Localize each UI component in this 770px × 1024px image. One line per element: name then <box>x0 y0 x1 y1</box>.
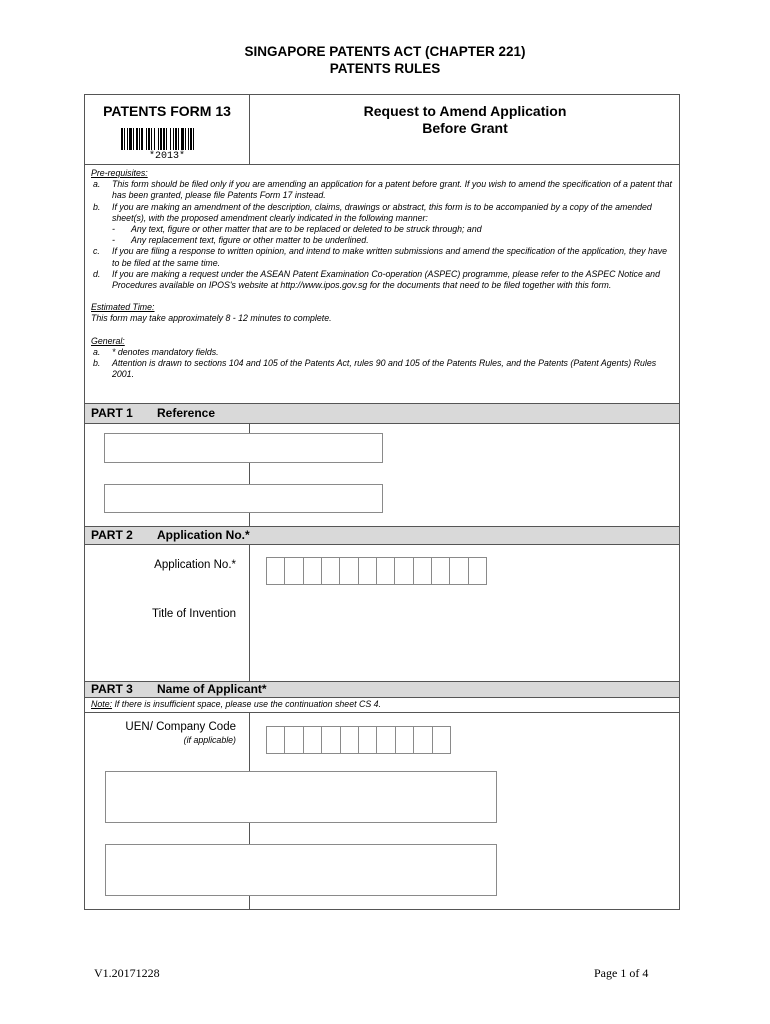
part3-title: Name of Applicant* <box>157 682 267 696</box>
estimated-time-heading: Estimated Time: <box>91 302 155 313</box>
applicant-address-field[interactable] <box>105 844 497 896</box>
item-marker: d. <box>93 268 101 279</box>
general-item <box>91 358 675 380</box>
item-text: If you are filing a response to written opinion, and intend to make written submissions and amend the specification of the application, they have to be filed at the same time. <box>112 246 668 268</box>
item-text: Attention is drawn to sections 104 and 105 of the Patents Act, rules 90 and 105 of the Patents Rules, and the Patents (Patent Agents) Rules 2001. <box>112 358 657 380</box>
form-number: PATENTS FORM 13 <box>103 103 231 119</box>
rules-title: PATENTS RULES <box>329 61 441 76</box>
part3-number: PART 3 <box>91 682 133 696</box>
uen-label: UEN/ Company Code <box>125 721 236 733</box>
prerequisite-item <box>91 202 675 224</box>
form-frame <box>84 94 680 910</box>
note-label: Note: <box>91 699 113 709</box>
act-title: SINGAPORE PATENTS ACT (CHAPTER 221) <box>244 44 526 59</box>
footer-version: V1.20171228 <box>94 966 160 980</box>
title-of-invention-label: Title of Invention <box>152 608 236 620</box>
barcode-image <box>121 128 213 150</box>
part1-number: PART 1 <box>91 406 133 420</box>
prerequisite-item <box>91 179 675 201</box>
prerequisite-item <box>91 269 675 291</box>
application-no-label: Application No.* <box>154 559 236 571</box>
item-text: If you are making an amendment of the description, claims, drawings or abstract, this form is to be accompanied by a copy of the amended sheet(s), with the proposed amendment clearly indicated in the following manner: <box>112 201 652 223</box>
form-title <box>250 103 680 137</box>
uen-input[interactable] <box>266 726 451 754</box>
barcode-text: *2013* <box>148 151 185 162</box>
form-title-line1: Request to Amend Application <box>363 103 567 119</box>
prerequisite-subitem <box>91 224 675 235</box>
part1-title: Reference <box>157 406 216 420</box>
item-text: Any text, figure or other matter that are to be replaced or deleted to be struck through; and <box>131 224 482 235</box>
prerequisite-subitem <box>91 235 675 246</box>
item-text: This form should be filed only if you are amending an application for a patent before grant. If you wish to amend the specification of a patent that has been granted, please file Patents Form 17 instead. <box>112 179 672 201</box>
title-bottom-rule <box>85 164 679 165</box>
uen-sublabel: (if applicable) <box>183 735 236 745</box>
general-heading: General: <box>91 335 125 346</box>
estimated-time-text: This form may take approximately 8 - 12 minutes to complete. <box>91 313 332 324</box>
part2-header <box>85 526 679 545</box>
item-marker: b. <box>93 358 101 369</box>
part2-divider <box>249 545 250 681</box>
part2-title: Application No.* <box>157 528 250 542</box>
item-marker: a. <box>93 179 101 190</box>
item-marker: - <box>112 224 115 235</box>
item-marker: b. <box>93 201 101 212</box>
applicant-name-field[interactable] <box>105 771 497 823</box>
footer-page-number: Page 1 of 4 <box>594 966 649 980</box>
part2-number: PART 2 <box>91 528 133 542</box>
item-text: Any replacement text, figure or other matter to be underlined. <box>131 235 369 246</box>
instructions <box>91 168 675 380</box>
item-marker: - <box>112 235 115 246</box>
application-no-input[interactable] <box>266 557 487 585</box>
part3-header <box>85 681 679 698</box>
reference-field-1[interactable] <box>104 433 383 463</box>
item-marker: a. <box>93 346 101 357</box>
item-text: If you are making a request under the ASEAN Patent Examination Co-operation (ASPEC) programme, please refer to the ASPEC Notice and Procedures available on IPOS's website at http://www.ipos.gov.sg for the documents that need to be filed together with this form. <box>112 268 660 291</box>
general-item <box>91 347 675 358</box>
item-text: * denotes mandatory fields. <box>112 346 219 357</box>
item-marker: c. <box>93 246 100 257</box>
prerequisite-item <box>91 246 675 268</box>
prerequisites-heading: Pre-requisites: <box>91 168 148 178</box>
note-text: If there is insufficient space, please use the continuation sheet CS 4. <box>112 699 381 709</box>
note-rule <box>85 712 679 713</box>
part3-note <box>91 699 381 709</box>
part1-header <box>85 403 679 424</box>
reference-field-2[interactable] <box>104 484 383 513</box>
form-title-line2: Before Grant <box>422 120 508 136</box>
